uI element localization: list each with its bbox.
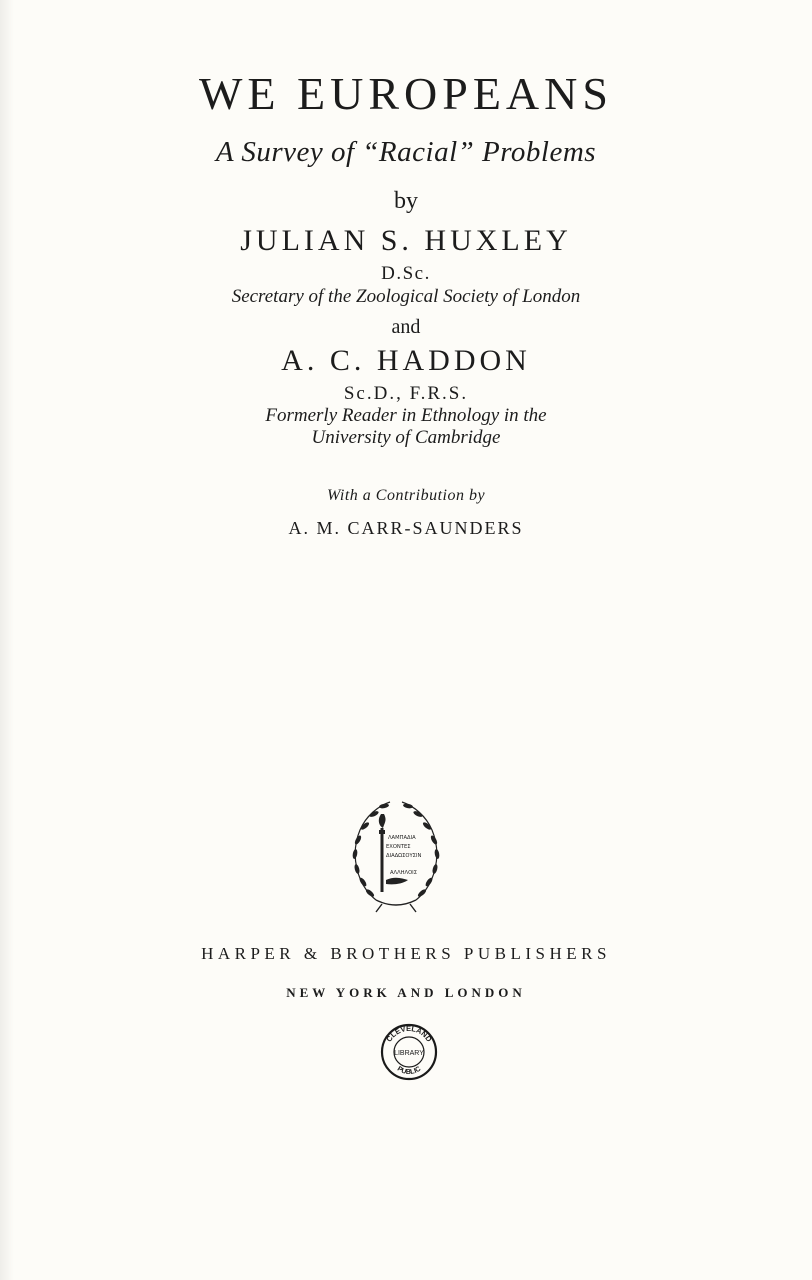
svg-text:ΛΑΜΠΑΔΙΑ: ΛΑΜΠΑΔΙΑ: [388, 835, 416, 841]
stamp-text-top: CLEVELAND: [384, 1023, 434, 1044]
author-degree-2: Sc.D., F.R.S.: [343, 383, 469, 404]
author-name-2: A. C. HADDON: [281, 344, 531, 377]
author-degree-1: D.Sc.: [381, 263, 431, 284]
contribution-label: With a Contribution by: [326, 487, 486, 504]
stamp-text-middle: LIBRARY: [394, 1050, 424, 1057]
hand-icon: [386, 878, 408, 885]
book-title: WE EUROPEANS: [199, 68, 613, 119]
emblem-motto: [386, 835, 421, 876]
publisher-name: HARPER & BROTHERS PUBLISHERS: [201, 944, 611, 963]
author-position-2-line-2: University of Cambridge: [311, 427, 501, 448]
library-stamp-icon: [378, 1022, 440, 1082]
svg-text:ΕΧΟΝΤΕΣ: ΕΧΟΝΤΕΣ: [386, 844, 411, 850]
author-name-1: JULIAN S. HUXLEY: [240, 224, 572, 257]
publisher-place: NEW YORK AND LONDON: [286, 985, 526, 1000]
svg-text:ΑΛΛΗΛΟΙΣ: ΑΛΛΗΛΟΙΣ: [390, 870, 417, 876]
torch-icon: [379, 814, 386, 892]
book-subtitle: A Survey of “Racial” Problems: [215, 136, 597, 168]
wreath-ribbon: [376, 900, 416, 912]
author-position-1: Secretary of the Zoological Society of London: [231, 286, 581, 307]
publisher-emblem-icon: [346, 792, 446, 916]
contributor-name: A. M. CARR-SAUNDERS: [288, 518, 524, 538]
author-position-2-line-1: Formerly Reader in Ethnology in the: [265, 405, 547, 426]
stamp-text-bottom: PUBLIC: [395, 1065, 423, 1077]
conjunction: and: [391, 316, 421, 338]
by-line: by: [394, 188, 418, 214]
svg-text:ΔΙΑΔΩΣΟΥΣΙΝ: ΔΙΑΔΩΣΟΥΣΙΝ: [386, 853, 422, 859]
